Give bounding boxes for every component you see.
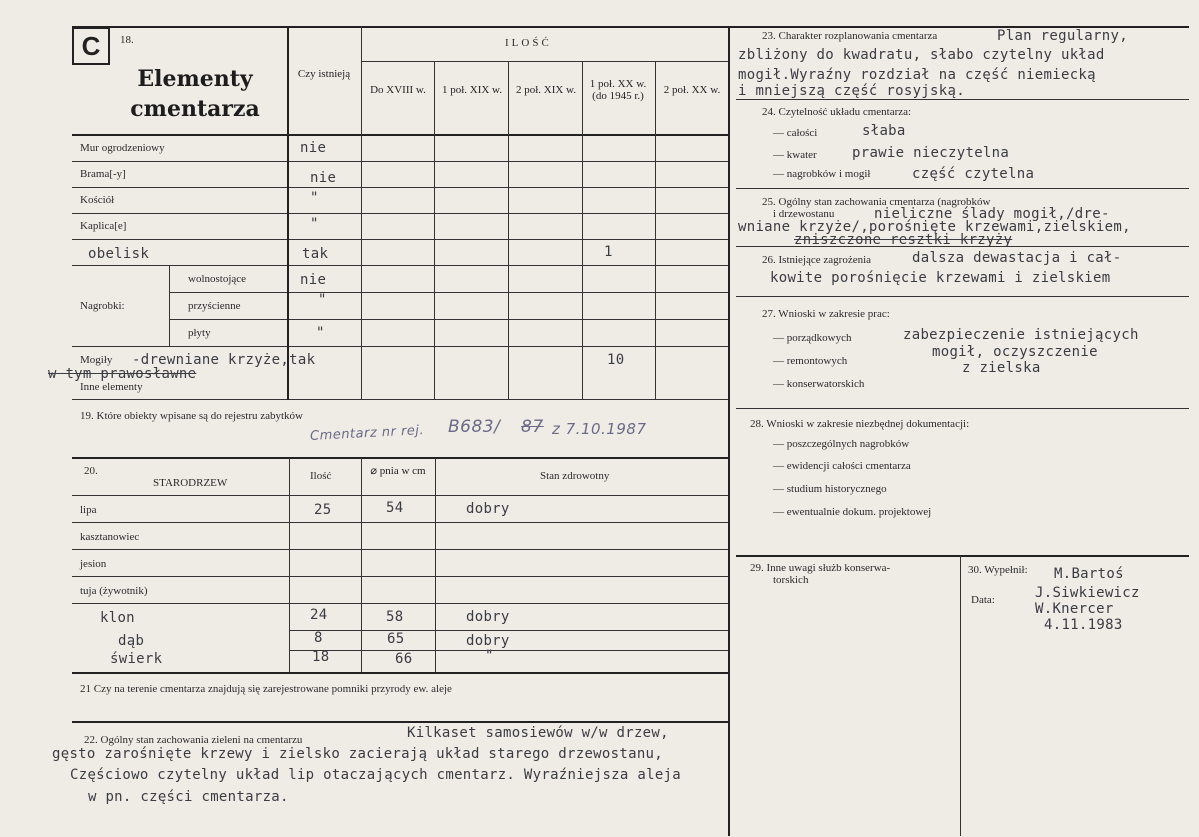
mogily-sub: w tym prawosławne [48,366,197,382]
row-line [72,187,729,188]
q25-line2: wniane krzyże/,porośnięte krzewami,zielskiem, [738,219,1131,235]
q19-handwritten-date: z 7.10.1987 [552,420,647,438]
q19-bottom-line [72,457,729,459]
q24-nagrobkow-value: część czytelna [912,166,1035,182]
nagrobki-przyscienne: przyścienne [188,300,241,312]
period-header-4: 1 poł. XX w. (do 1945 r.) [589,78,647,102]
period-header-2: 1 poł. XIX w. [441,84,503,96]
col-quantity-header: ILOŚĆ [505,37,552,49]
q29-q30-divider [960,556,961,836]
row-count-obelisk: 1 [604,244,613,260]
tree-qty-swierk: 18 [312,649,330,665]
center-divider [728,26,730,836]
row-line [72,346,729,347]
q26-line1: dalsza dewastacja i cał- [912,250,1122,266]
q21-label: 21 Czy na terenie cmentarza znajdują się zarejestrowane pomniki przyrody ew. aleje [80,683,452,695]
col-line [582,61,583,400]
header-bottom-line [72,134,729,136]
form-title [100,64,290,124]
form-title-line1: Elementy [137,66,253,92]
q27-line3: z zielska [962,360,1041,376]
row-line [72,495,729,496]
row-line [170,319,729,320]
period-header-5: 2 poł. XX w. [663,84,721,96]
tree-name-tuja: tuja (żywotnik) [80,585,148,597]
nagrobki-przyscienne-exists: " [318,292,327,308]
tree-name-lipa: lipa [80,504,97,516]
q25-label-b: i drzewostanu [773,208,835,220]
row-line [72,213,729,214]
tree-diam-lipa: 54 [386,500,404,516]
row-label-kaplica: Kaplica[e] [80,220,127,232]
tree-name-dab: dąb [118,633,145,649]
row-line [72,549,729,550]
q24-kwater-value: prawie nieczytelna [852,145,1010,161]
row-line [72,522,729,523]
tree-col-qty: Ilość [310,470,332,482]
tree-health-dab: dobry [466,633,510,649]
q19-label: 19. Które obiekty wpisane są do rejestru zabytków [80,410,303,422]
nagrobki-plyty: płyty [188,327,211,339]
q25-line1: nieliczne ślady mogił,/dre- [874,206,1110,222]
tree-col-diam: ⌀ pnia w cm [370,465,426,477]
row-line [72,265,729,266]
section-letter: C [72,27,110,65]
form-title-line2: cmentarza [130,96,260,122]
q28-item-4: — ewentualnie dokum. projektowej [773,506,932,518]
row-exists-brama: nie [310,170,337,186]
q28-item-1: — poszczególnych nagrobków [773,438,910,450]
q22-line3: Częściowo czytelny układ lip otaczających cmentarz. Wyraźniejsza aleja [70,767,682,783]
q20-title: STARODRZEW [153,477,228,489]
q30-name-1: M.Bartoś [1054,566,1124,582]
col-line [361,26,362,400]
row-exists-kaplica: " [310,216,319,232]
tree-diam-dab: 65 [387,631,405,647]
nagrobki-plyty-exists: " [316,325,325,341]
col-line [655,61,656,400]
tree-qty-klon: 24 [310,607,328,623]
q25-line3: zniszczone resztki krzyży [794,232,1013,248]
nagrobki-wolnostojace-exists: nie [300,272,327,288]
q27-line2: mogił, oczyszczenie [932,344,1098,360]
q30-name-3: W.Knercer [1035,601,1114,617]
col-line [361,458,362,672]
q23-line3: mogił.Wyraźny rozdział na część niemiecką [738,67,1096,83]
q26-label: 26. Istniejące zagrożenia [762,254,872,266]
q20-bottom-line [72,672,729,674]
row-label-obelisk: obelisk [88,246,150,262]
q19-handwritten-number: B683/ [448,417,501,437]
tree-health-klon: dobry [466,609,510,625]
period-header-1: Do XVIII w. [370,84,426,96]
q23-label: 23. Charakter rozplanowania cmentarza [762,30,938,42]
q28-item-2: — ewidencji całości cmentarza [773,460,911,472]
row-line [72,161,729,162]
q23-line2: zbliżony do kwadratu, słabo czytelny układ [738,47,1105,63]
q28-bottom-line [736,555,1189,557]
tree-diam-klon: 58 [386,609,404,625]
q30-name-2: J.Siwkiewicz [1035,585,1140,601]
q24-bottom-line [736,188,1189,189]
q19-handwritten-prefix: Cmentarz nr rej. [309,423,425,444]
tree-name-kasztanowiec: kasztanowiec [80,531,140,543]
row-exists-kosciol: " [310,190,319,206]
q24-calosci-value: słaba [862,123,906,139]
col-line [169,265,170,346]
tree-col-health: Stan zdrowotny [540,470,610,482]
q27-line1: zabezpieczenie istniejących [903,327,1139,343]
q30-date-label: Data: [971,594,995,606]
tree-qty-dab: 8 [314,630,323,646]
row-line [72,576,729,577]
q22-label: 22. Ogólny stan zachowania zieleni na cmentarzu [84,734,303,746]
mogily-label: Mogiły [80,354,113,366]
inne-elementy-label: Inne elementy [80,381,143,393]
row-line [72,603,729,604]
q26-bottom-line [736,296,1189,297]
tree-health-swierk: " [485,648,494,664]
col-exists-header: Czy istnieją [297,68,351,80]
q27-konserwatorskich: — konserwatorskich [773,378,865,390]
tree-name-swierk: świerk [110,651,163,667]
q23-line4: i mniejszą część rosyjską. [738,83,965,99]
q24-nagrobkow-label: — nagrobków i mogił [773,168,871,180]
row-line [170,292,729,293]
row-line [72,239,729,240]
q22-line1: Kilkaset samosiewów w/w drzew, [407,725,669,741]
q29-label-b: torskich [773,574,809,586]
q24-calosci-label: — całości [773,127,818,139]
col-line [435,458,436,672]
row-exists-mur: nie [300,140,327,156]
q27-bottom-line [736,408,1189,409]
row-label-mur: Mur ogrodzeniowy [80,142,165,154]
q25-label-a: 25. Ogólny stan zachowania cmentarza (nagrobków [762,196,991,208]
mogily-typed: -drewniane krzyże,tak [132,352,316,368]
top-border [72,26,729,28]
row-line [290,630,729,631]
q26-line2: kowite porośnięcie krzewami i zielskiem [770,270,1111,286]
q22-line4: w pn. części cmentarza. [88,789,289,805]
q30-label: 30. Wypełnił: [968,564,1028,576]
q19-handwritten-struck: 87 [521,417,544,437]
row-line [290,650,729,651]
tree-qty-lipa: 25 [314,502,332,518]
period-header-3: 2 poł. XIX w. [515,84,577,96]
row-exists-obelisk: tak [302,246,329,262]
q29-label-a: 29. Inne uwagi służb konserwa- [750,562,891,574]
tree-health-lipa: dobry [466,501,510,517]
tree-name-klon: klon [100,610,135,626]
row-line [72,399,729,400]
q30-date: 4.11.1983 [1044,617,1123,633]
q23-bottom-line [736,99,1189,100]
nagrobki-wolnostojace: wolnostojące [188,273,247,285]
q24-kwater-label: — kwater [773,149,817,161]
row-label-kosciol: Kościół [80,194,115,206]
q28-item-3: — studium historycznego [773,483,887,495]
q28-label: 28. Wnioski w zakresie niezbędnej dokumentacji: [750,418,970,430]
q21-bottom-line [72,721,729,723]
q27-remontowych: — remontowych [773,355,848,367]
q18-number: 18. [120,34,134,46]
col-line [508,61,509,400]
mogily-count: 10 [607,352,625,368]
row-label-brama: Brama[-y] [80,168,126,180]
q27-label: 27. Wnioski w zakresie prac: [762,308,890,320]
tree-diam-swierk: 66 [395,651,413,667]
nagrobki-label: Nagrobki: [80,300,125,312]
col-line [289,458,290,672]
q20-number: 20. [84,465,98,477]
q27-porzadkowych: — porządkowych [773,332,852,344]
tree-name-jesion: jesion [80,558,107,570]
q24-label: 24. Czytelność układu cmentarza: [762,106,912,118]
col-line [434,61,435,400]
q22-line2: gęsto zarośnięte krzewy i zielsko zacierają układ starego drzewostanu, [52,746,664,762]
quantity-header-line [362,61,729,62]
q23-line1: Plan regularny, [997,28,1128,44]
